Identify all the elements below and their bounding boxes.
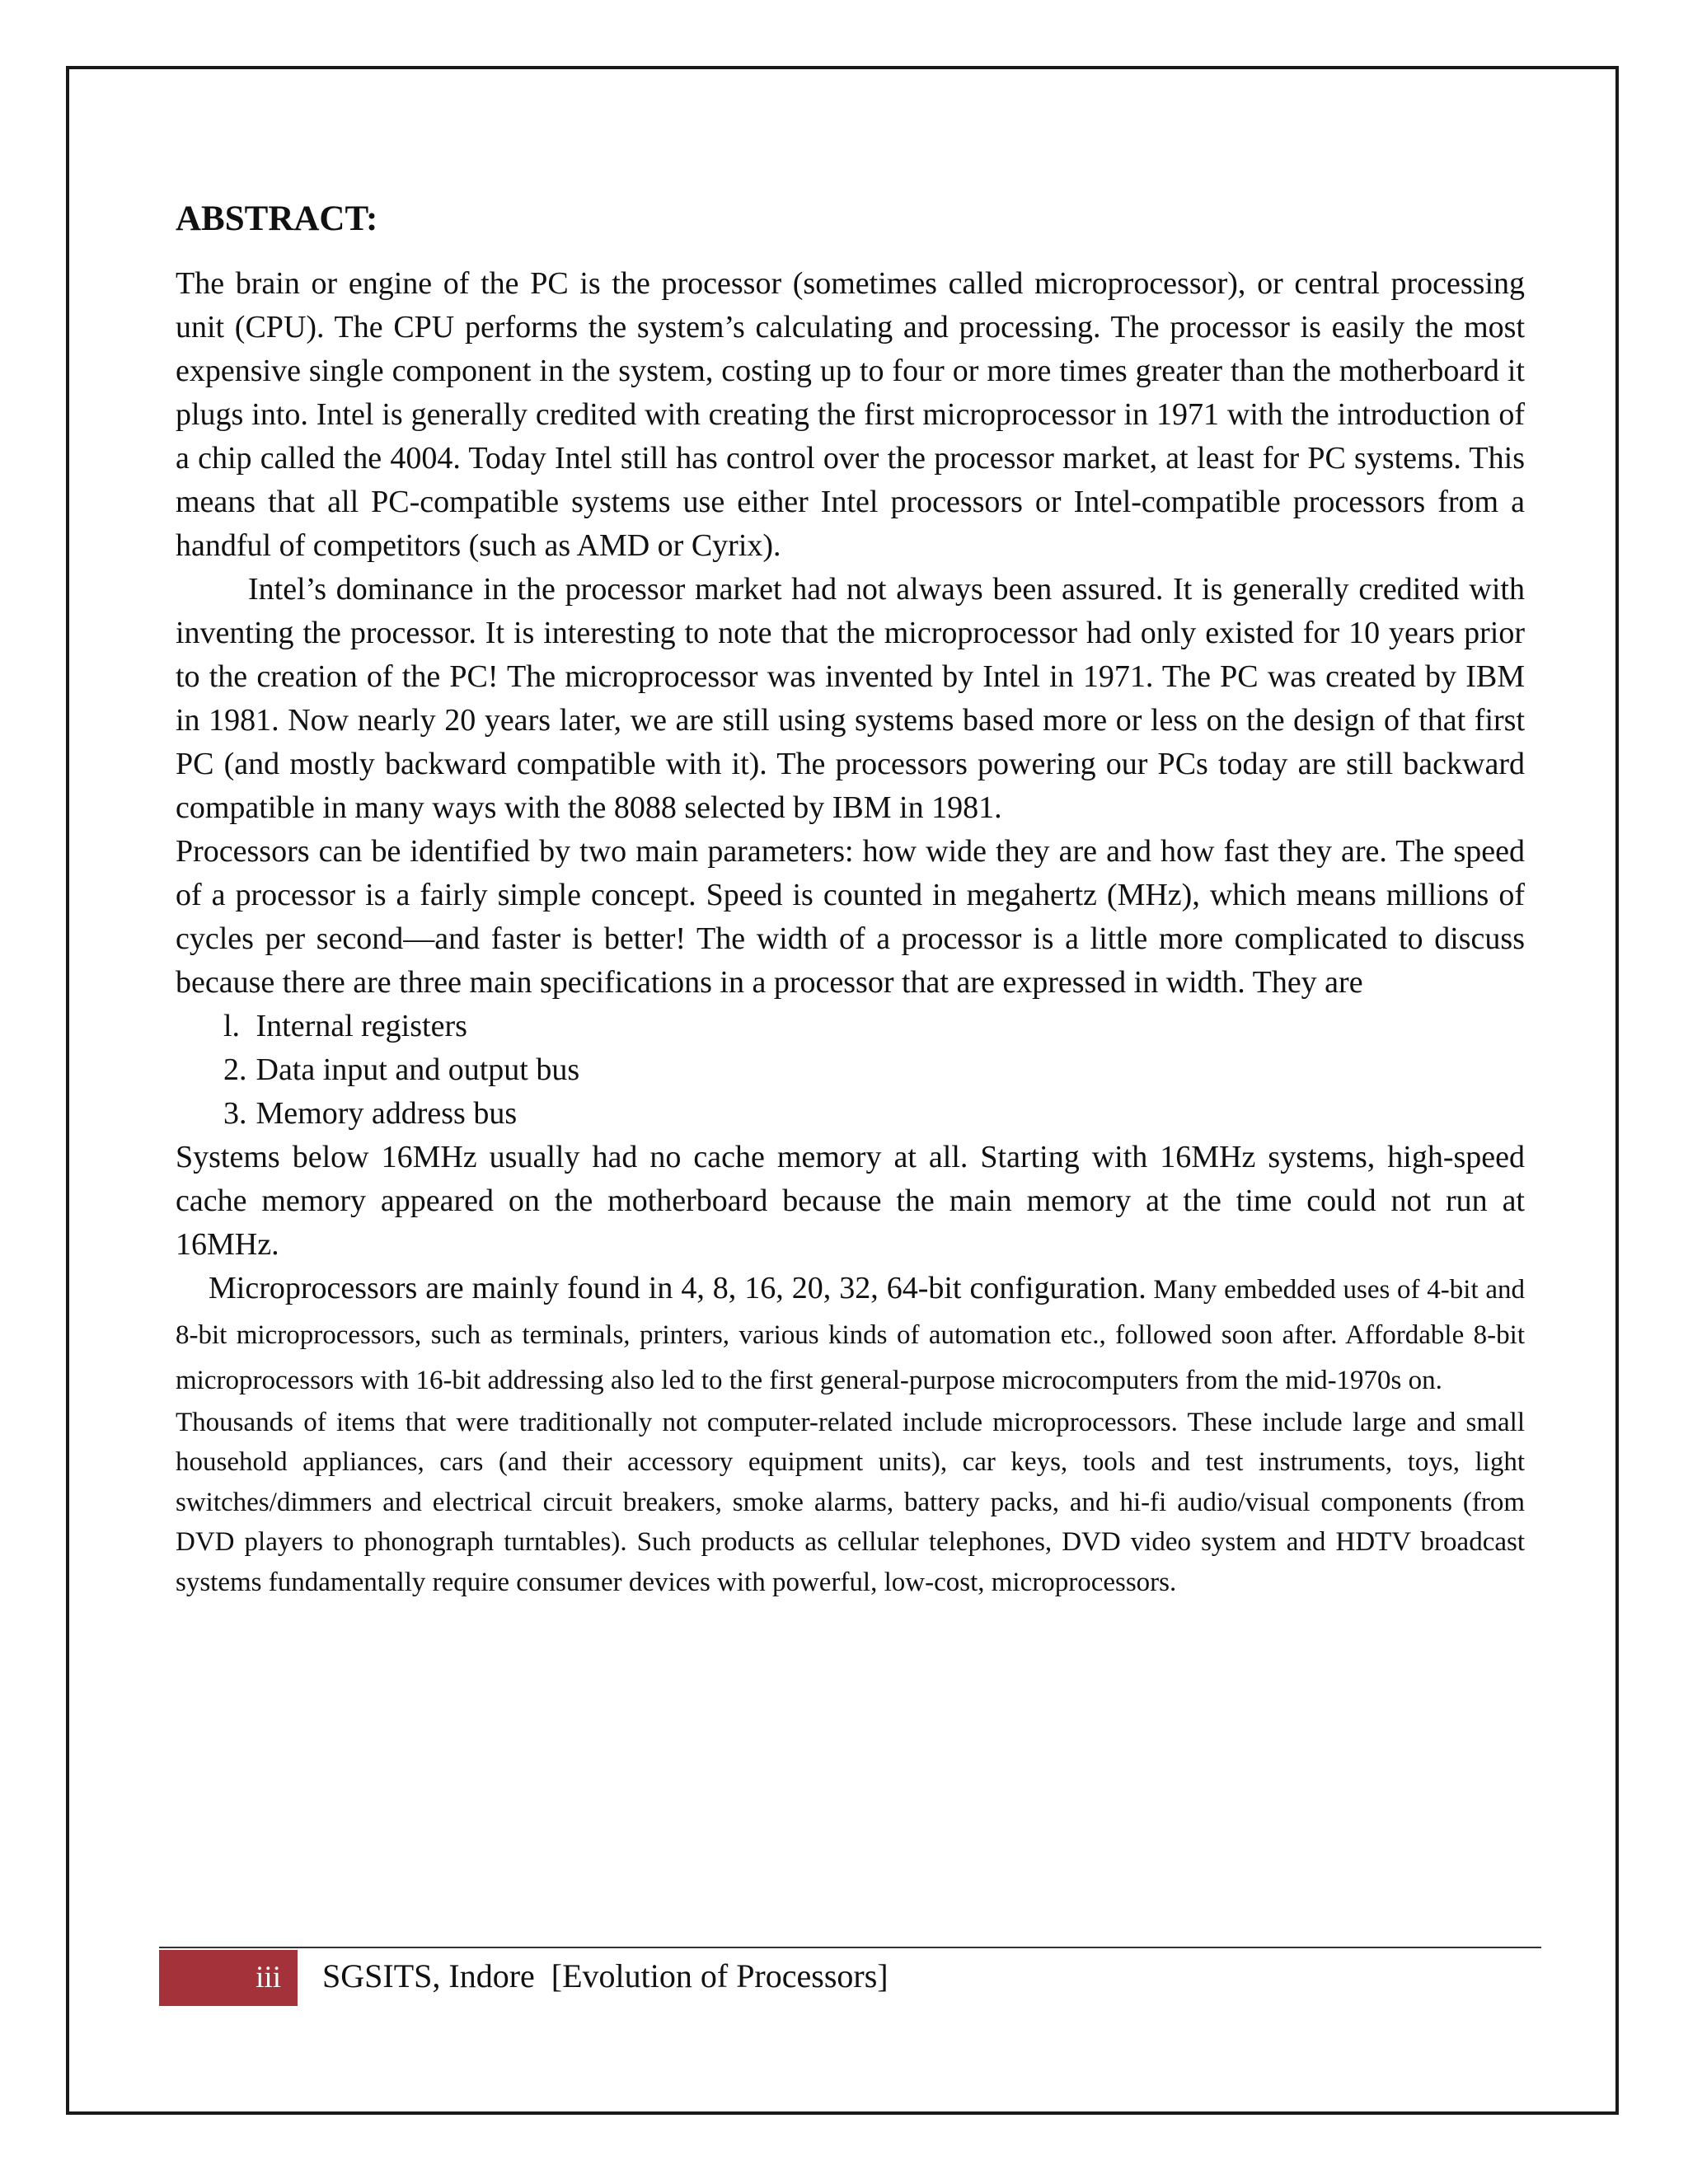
list-item (223, 1048, 1525, 1092)
list-item-number: 3. (223, 1095, 247, 1131)
list-item-number: 2. (223, 1052, 247, 1087)
footer-divider (159, 1947, 1541, 1948)
list-item (223, 1005, 1525, 1048)
list-item-text: Internal registers (256, 1008, 467, 1043)
list-item-text: Memory address bus (256, 1095, 518, 1131)
footer-title: SGSITS, Indore [Evolution of Processors] (322, 1957, 889, 1994)
paragraph-processor-parameters: Processors can be identified by two main parameters: how wide they are and how fast they are. The speed of a processor is a fairly simple concept. Speed is counted in megahertz (MHz), which means millions of cycles per second—and faster is better! The width of a processor is a little more complicated to discuss because there are three main specifications in a processor that are expressed in width. They are (176, 833, 1525, 1000)
paragraph-intel-dominance: Intel’s dominance in the processor market had not always been assured. It is generally credited with inventing the processor. It is interesting to note that the microprocessor had only existed for 10 years prior to the creation of the PC! The microprocessor was invented by Intel in 1971. The PC was created by IBM in 1981. Now nearly 20 years later, we are still using systems based more or less on the design of that first PC (and mostly backward compatible with it). The processors powering our PCs today are still backward compatible in many ways with the 8088 selected by IBM in 1981. (176, 571, 1525, 825)
paragraph-everyday-items: Thousands of items that were traditionally not computer-related include microprocessors. These include large and small household appliances, cars (and their accessory equipment units), car keys, tools and test instruments, toys, light switches/dimmers and electrical circuit breakers, smoke alarms, battery packs, and hi-fi audio/visual components (from DVD players to phonograph turntables). Such products as cellular telephones, DVD video system and HDTV broadcast systems fundamentally require consumer devices with powerful, low-cost, microprocessors. (176, 1407, 1525, 1597)
page-number-badge: iii (159, 1950, 298, 2006)
width-specifications-list (176, 1005, 1525, 1136)
page-footer (159, 1947, 1541, 2009)
paragraph-cache-memory: Systems below 16MHz usually had no cache memory at all. Starting with 16MHz systems, high-speed cache memory appeared on the motherboard because the main memory at the time could not run at 16MHz. (176, 1139, 1525, 1262)
paragraph-configurations (176, 1267, 1525, 1403)
paragraph-configurations-rest: Many embedded uses of 4-bit and 8-bit microprocessors, such as terminals, printers, various kinds of automation etc., followed soon after. Affordable 8-bit microprocessors with 16-bit addressing also led to the first general-purpose microcomputers from the mid-1970s on. (176, 1274, 1525, 1395)
page-title: ABSTRACT: (176, 199, 378, 238)
paragraph-configurations-lead: Microprocessors are mainly found in 4, 8, 16, 20, 32, 64-bit configuration. (209, 1270, 1146, 1305)
paragraph-intro: The brain or engine of the PC is the processor (sometimes called microprocessor), or central processing unit (CPU). The CPU performs the system’s calculating and processing. The processor is easily the most expensive single component in the system, costing up to four or more times greater than the motherboard it plugs into. Intel is generally credited with creating the first microprocessor in 1971 with the introduction of a chip called the 4004. Today Intel still has control over the processor market, at least for PC systems. This means that all PC-compatible systems use either Intel processors or Intel-compatible processors from a handful of competitors (such as AMD or Cyrix). (176, 265, 1525, 563)
list-item-text: Data input and output bus (256, 1052, 580, 1087)
list-item-number: l. (223, 1008, 241, 1043)
list-item (223, 1092, 1525, 1136)
document-body (176, 198, 1525, 1602)
